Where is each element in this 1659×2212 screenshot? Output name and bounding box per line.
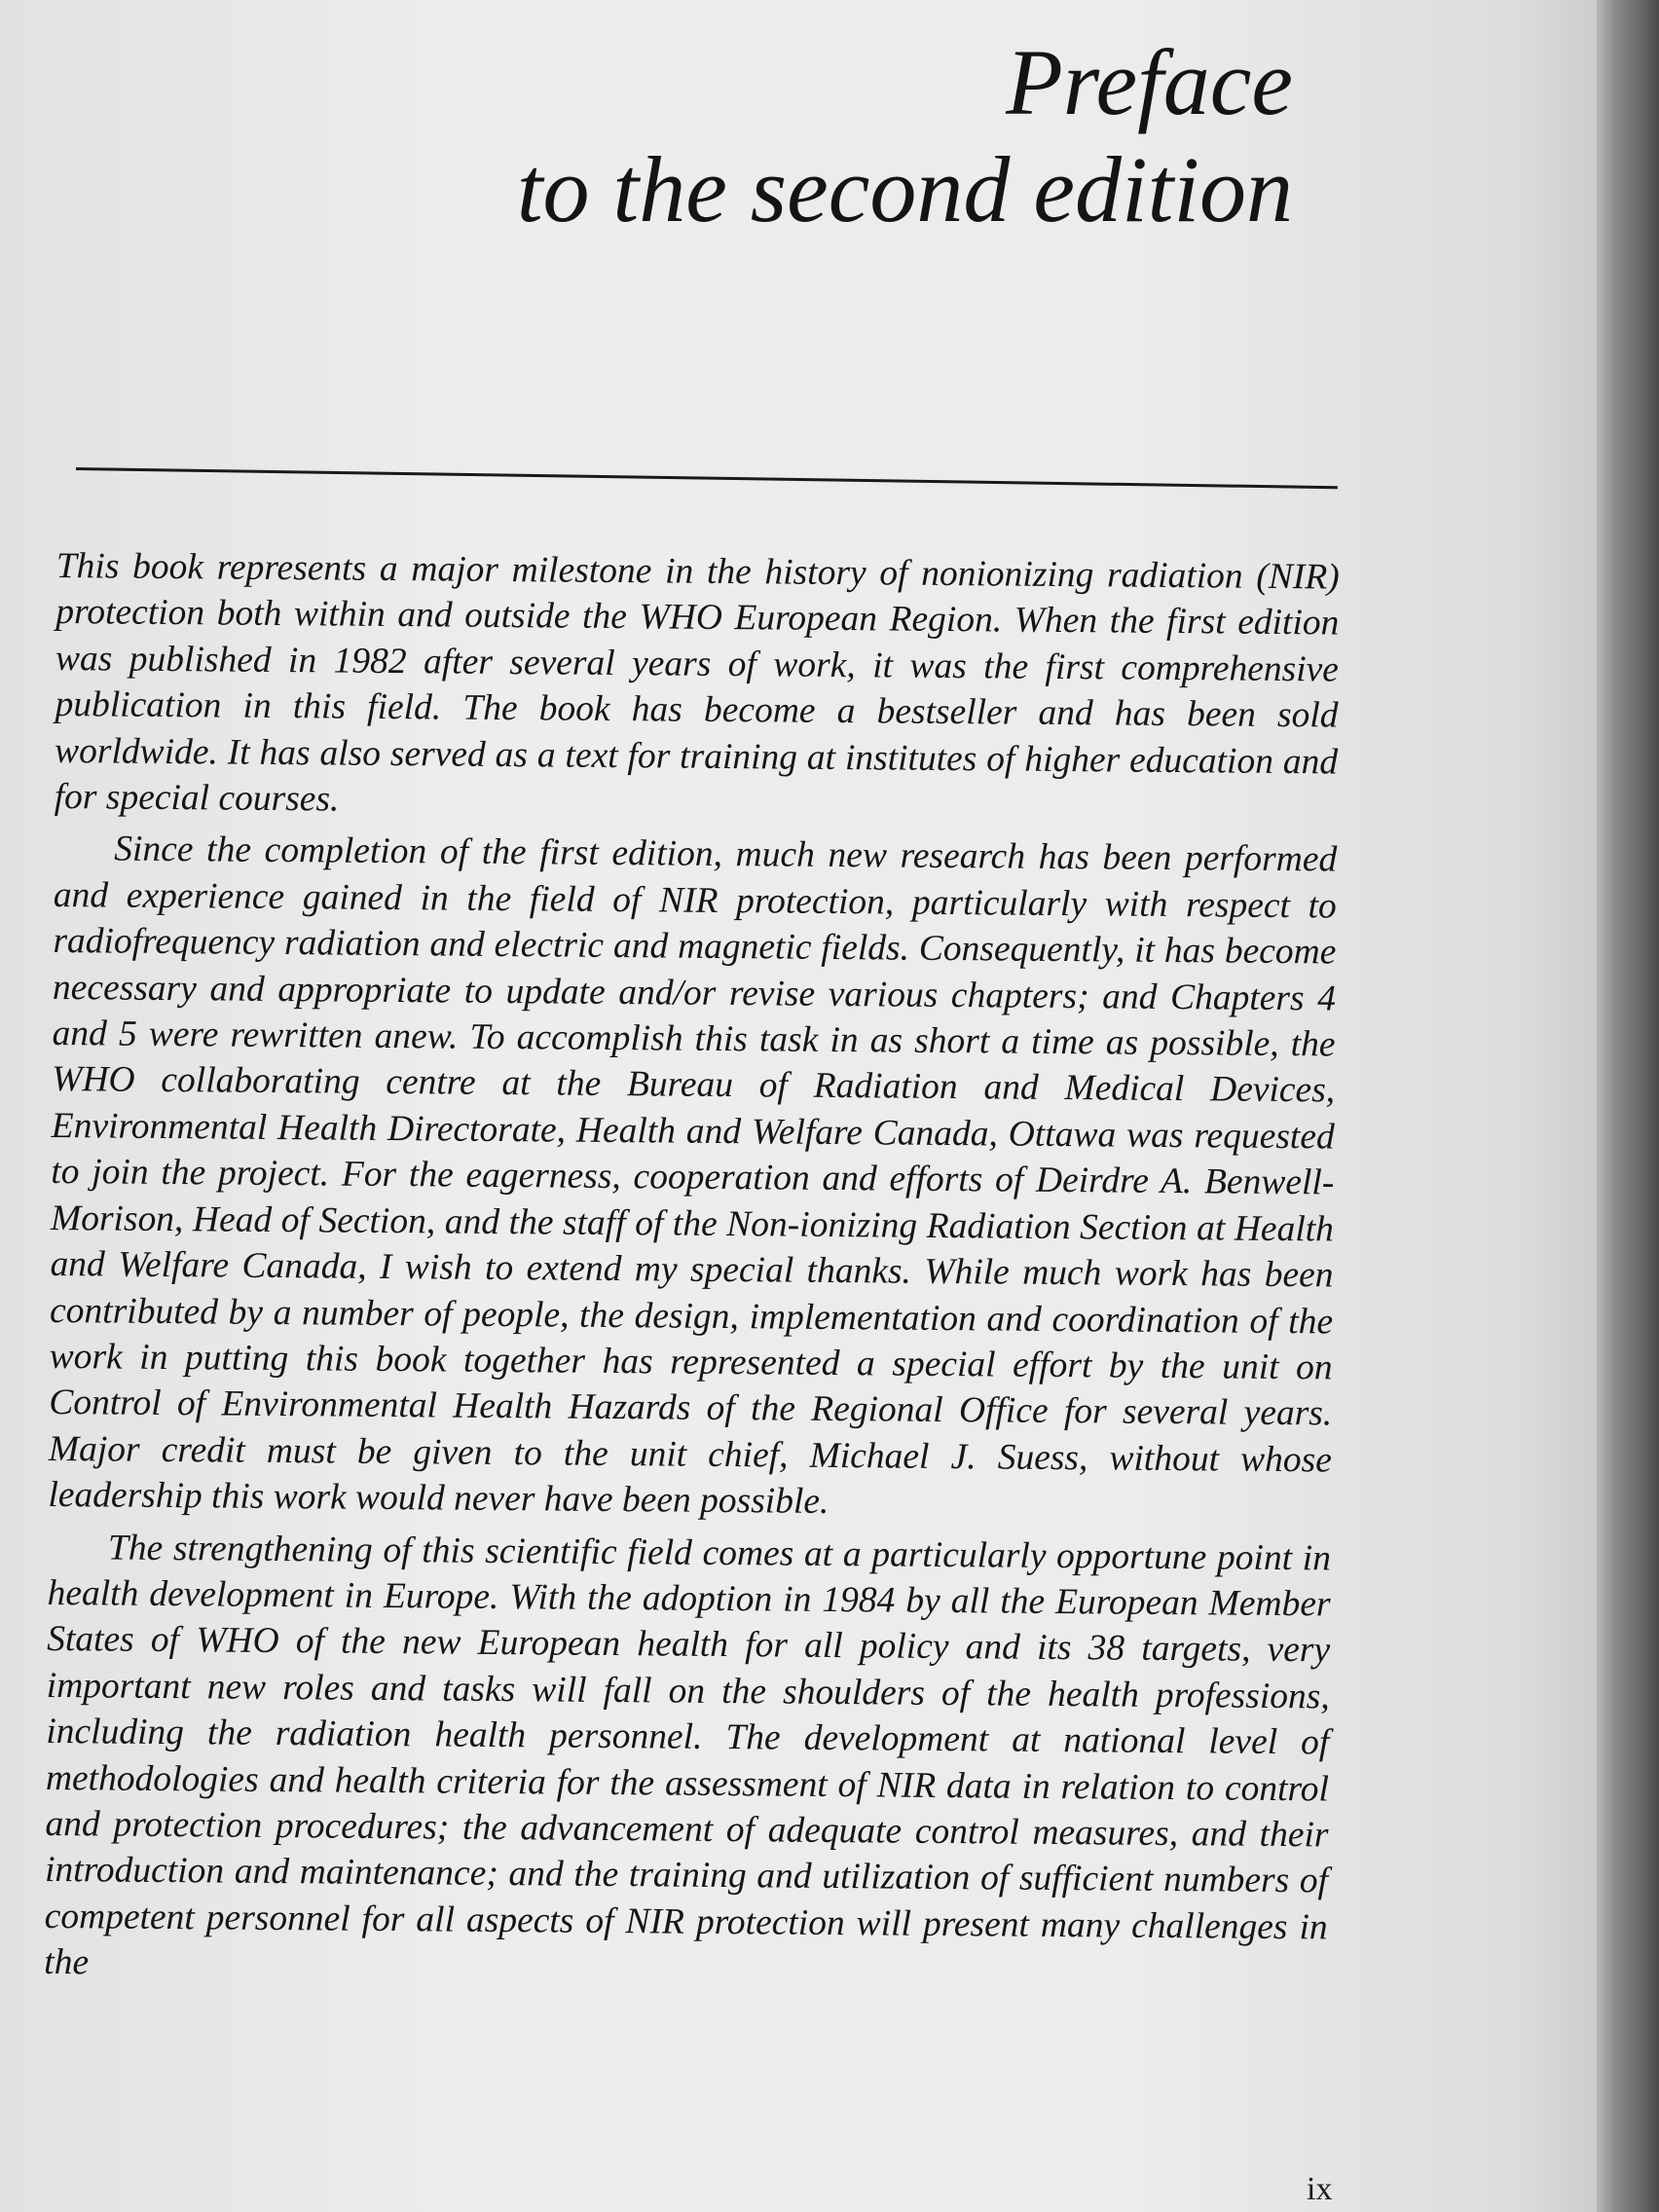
paragraph-2: Since the completion of the first edition, much new research has been performed and experience gained in the field of NIR protection, particularly with respect to radiofrequency radiation and electric and magnetic fields. Consequently, it has become necessary and appropriate to update and/or revise various chapters; and Chapters 4 and 5 were rewritten anew. To accomplish this task in as short a time as possible, the WHO collaborating centre at the Bureau of Radiation and Medical Devices, Environmental Health Directorate, Health and Welfare Canada, Ottawa was requested to join the project. For the eagerness, cooperation and efforts of Deirdre A. Benwell-Morison, Head of Section, and the staff of the Non-ionizing Radiation Section at Health and Welfare Canada, I wish to extend my special thanks. While much work has been contributed by a number of people, the design, implementation and coordination of the work in putting this book together has represented a special effort by the unit on Control of Environmental Health Hazards of the Regional Office for several years. Major credit must be given to the unit chief, Michael J. Suess, without whose leadership this work would never have been possible. xyxy=(48,829,1338,1523)
paragraph-1: This book represents a major milestone in the history of nonionizing radiation (NIR) protection both within and outside the WHO European Region. When the first edition was published in 1982 after several years of work, it was the first comprehensive publication in this field. The book has become a bestseller and has been sold worldwide. It has also served as a text for training at institutes of higher education and for special courses. xyxy=(54,545,1340,820)
title-line-1: Preface xyxy=(1006,30,1293,134)
page-number: ix xyxy=(1307,2171,1333,2207)
horizontal-rule xyxy=(76,467,1338,489)
paragraph-3: The strengthening of this scientific field comes at a particularly opportune point in health development in Europe. With the adoption in 1984 by all the European Member States of WHO of the new European health for all policy and its 38 targets, very important new roles and tasks will fall on the shoulders of the health professions, including the radiation health personnel. The development at national level of methodologies and health criteria for the assessment of NIR data in relation to control and protection procedures; the advancement of adequate control measures, and their introduction and maintenance; and the training and utilization of sufficient numbers of competent personnel for all aspects of NIR protection will present many challenges in the xyxy=(44,1528,1332,1983)
title-line-2: to the second edition xyxy=(516,137,1293,241)
page-edge-shadow xyxy=(1597,0,1659,2212)
page-title xyxy=(517,29,1293,243)
preface-body xyxy=(44,543,1340,2003)
